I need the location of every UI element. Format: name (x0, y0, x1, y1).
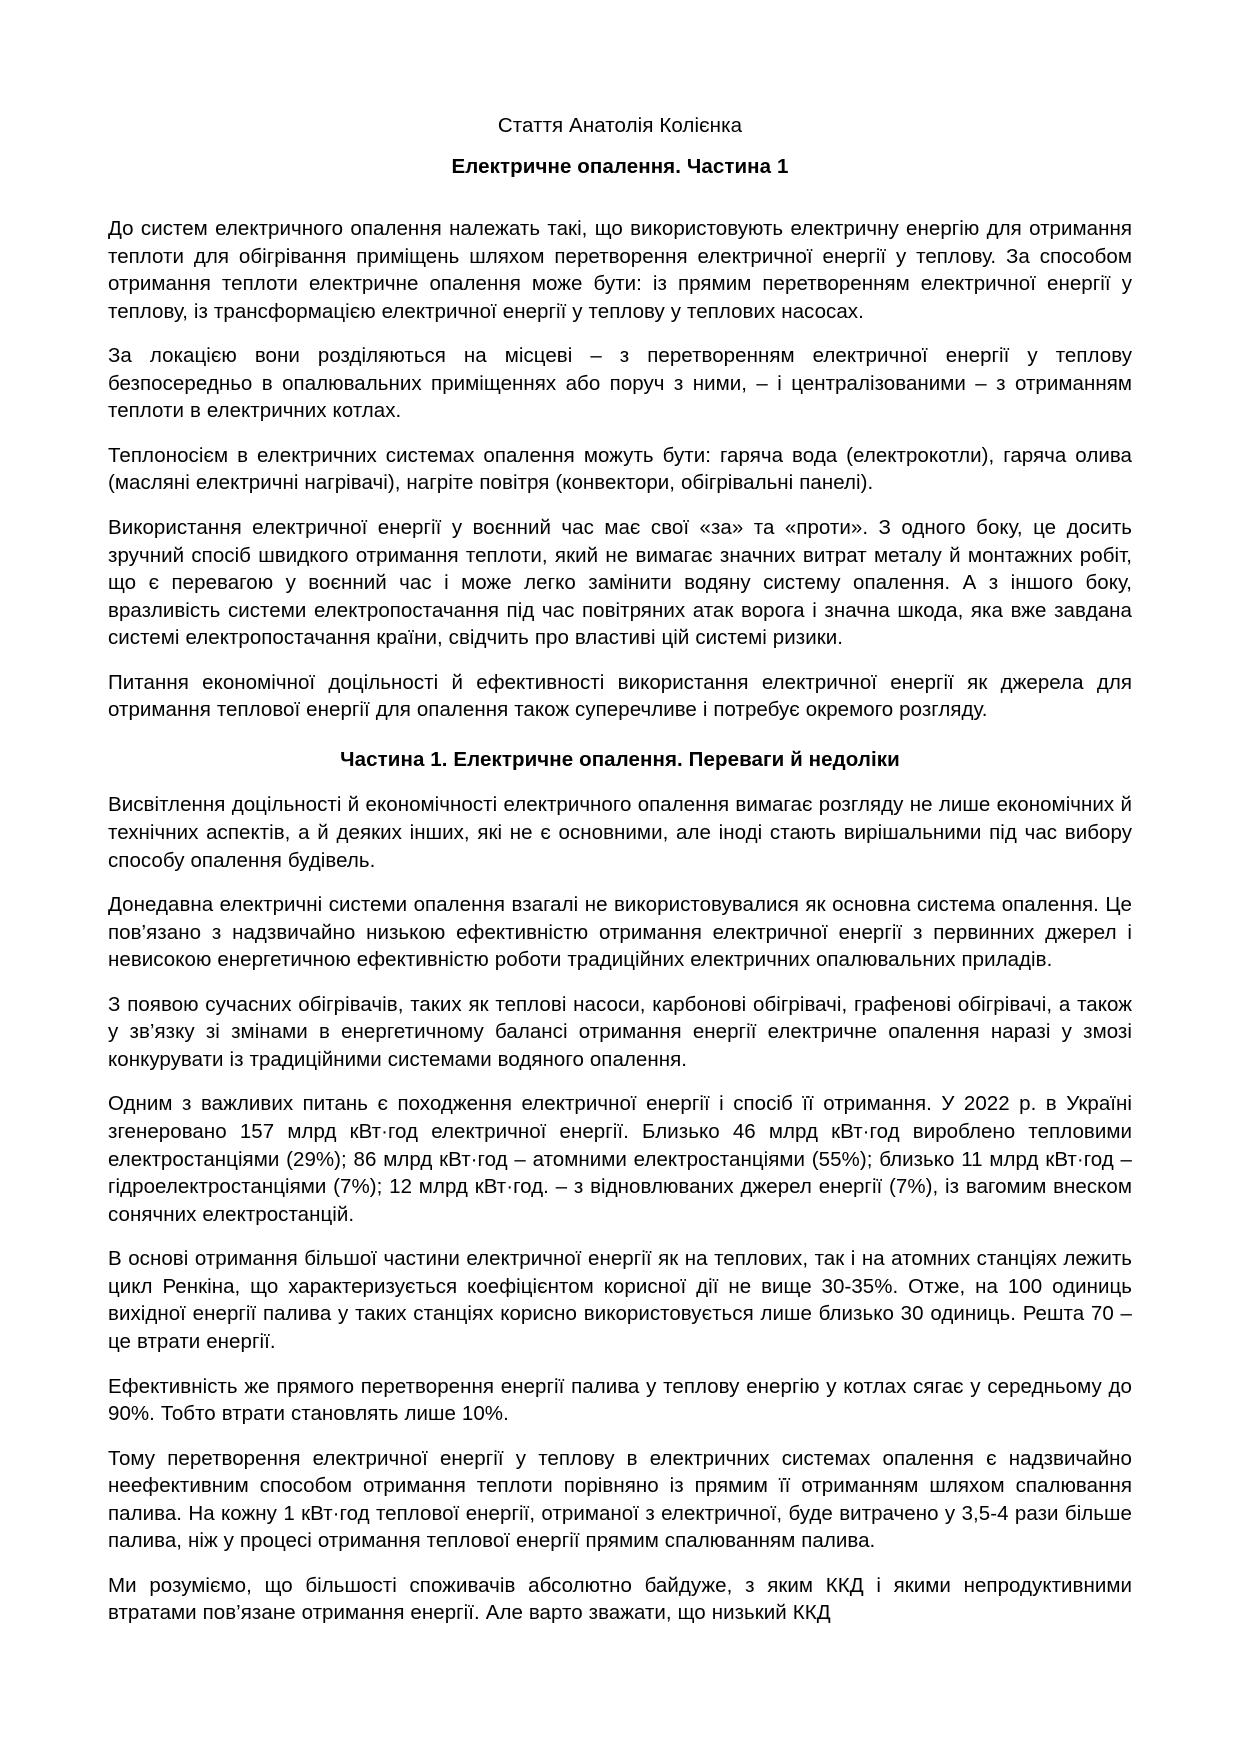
paragraph: З появою сучасних обігрівачів, таких як теплові насоси, карбонові обігрівачі, графенові обігрівачі, а також у зв’язку зі змінами в енергетичному балансі отримання енергії електричне опалення наразі у змозі конкурувати із традиційними системами водяного опалення. (108, 992, 1132, 1071)
paragraph: Використання електричної енергії у воєнний час має свої «за» та «проти». З одного боку, це досить зручний спосіб швидкого отримання теплоти, який не вимагає значних витрат металу й монтажних робіт, що є перевагою у воєнний час і може легко замінити водяну систему опалення. А з іншого боку, вразливість системи електропостачання під час повітряних атак ворога і значна шкода, яка вже завдана системі електропостачання країни, свідчить про властиві цій системі ризики. (108, 516, 1132, 650)
paragraph: Питання економічної доцільності й ефективності використання електричної енергії як джерела для отримання теплової енергії для опалення також суперечливе і потребує окремого розгляду. (108, 670, 1132, 722)
paragraph: До систем електричного опалення належать такі, що використовують електричну енергію для отримання теплоти для обігрівання приміщень шляхом перетворення електричної енергії у теплову. За способом отримання теплоти електричне опалення може бути: із прямим перетворенням електричної енергії у теплову, із трансформацією електричної енергії у теплову у теплових насосах. (108, 216, 1132, 323)
paragraph: В основі отримання більшої частини електричної енергії як на теплових, так і на атомних станціях лежить цикл Ренкіна, що характеризується коефіцієнтом корисної дії не вище 30-35%. Отже, на 100 одиниць вихідної енергії палива у таких станціях корисно використовується лише близько 30 одиниць. Решта 70 – це втрати енергії. (108, 1247, 1132, 1353)
paragraph: За локацією вони розділяються на місцеві – з перетворенням електричної енергії у теплову безпосередньо в опалювальних приміщеннях або поруч з ними, – і централізованими – з отриманням теплоти в електричних котлах. (108, 344, 1132, 423)
document-body (108, 112, 1132, 1627)
paragraph: Ефективність же прямого перетворення енергії палива у теплову енергію у котлах сягає у середньому до 90%. Тобто втрати становлять лише 10%. (108, 1374, 1132, 1426)
paragraph: Висвітлення доцільності й економічності електричного опалення вимагає розгляду не лише економічних й технічних аспектів, а й деяких інших, які не є основними, але іноді стають вирішальними під час вибору способу опалення будівель. (108, 793, 1132, 872)
author-byline: Стаття Анатолія Колієнка (497, 114, 743, 137)
paragraph: Тому перетворення електричної енергії у теплову в електричних системах опалення є надзвичайно неефективним способом отримання теплоти порівняно із прямим її отриманням шляхом спалювання палива. На кожну 1 кВт·год теплової енергії, отриманої з електричної, буде витрачено у 3,5-4 рази більше палива, ніж у процесі отримання теплової енергії прямим спалюванням палива. (108, 1446, 1132, 1553)
page-title: Електричне опалення. Частина 1 (451, 155, 789, 179)
paragraph: Одним з важливих питань є походження електричної енергії і спосіб її отримання. У 2022 р. в Україні згенеровано 157 млрд кВт·год електричної енергії. Близько 46 млрд кВт·год вироблено тепловими електростанціями (29%); 86 млрд кВт·год – атомними електростанціями (55%); близько 11 млрд кВт·год – гідроелектростанціями (7%); 12 млрд кВт·год. – з відновлюваних джерел енергії (7%), із вагомим внеском сонячних електростанцій. (108, 1092, 1132, 1226)
paragraph: Донедавна електричні системи опалення взагалі не використовувалися як основна система опалення. Це пов’язано з надзвичайно низькою ефективністю отримання електричної енергії з первинних джерел і невисокою енергетичною ефективністю роботи традиційних електричних опалювальних приладів. (108, 893, 1132, 972)
section-heading: Частина 1. Електричне опалення. Переваги й недоліки (340, 747, 900, 771)
paragraph: Ми розуміємо, що більшості споживачів абсолютно байдуже, з яким ККД і якими непродуктивними втратами пов’язане отримання енергії. Але варто зважати, що низький ККД (108, 1573, 1132, 1625)
paragraph: Теплоносієм в електричних системах опалення можуть бути: гаряча вода (електрокотли), гаряча олива (масляні електричні нагрівачі), нагріте повітря (конвектори, обігрівальні панелі). (108, 443, 1132, 495)
